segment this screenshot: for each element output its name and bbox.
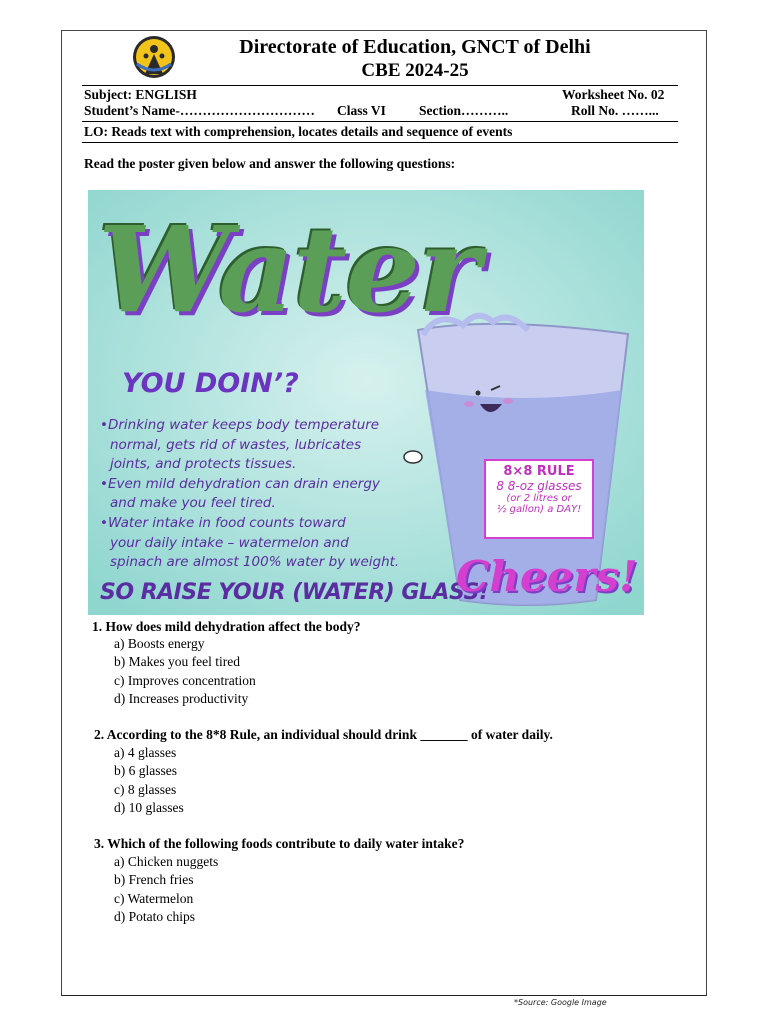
poster-bullet-line: •Drinking water keeps body temperature — [100, 417, 380, 433]
worksheet-number: Worksheet No. 02 — [562, 87, 665, 102]
poster-bullet-line: normal, gets rid of wastes, lubricates — [110, 436, 362, 453]
poster-bullets — [100, 416, 399, 573]
question-1-option-a: a) Boosts energy — [114, 636, 205, 651]
question-1: 1. How does mild dehydration affect the body? — [92, 619, 361, 634]
question-3: 3. Which of the following foods contribute to daily water intake? — [94, 836, 465, 851]
question-2-option-c: c) 8 glasses — [114, 782, 177, 797]
section-field: Section……….. — [419, 103, 509, 118]
roll-number-field: Roll No. ……... — [571, 103, 659, 118]
rule-sign-title: 8×8 RULE — [503, 464, 575, 479]
poster-footer: SO RAISE YOUR (WATER) GLASS! — [100, 580, 489, 605]
question-3-option-d: d) Potato chips — [114, 909, 195, 924]
source-note: *Source: Google Image — [514, 998, 607, 1007]
page-subtitle: CBE 2024-25 — [361, 60, 469, 81]
question-1-option-c: c) Improves concentration — [114, 673, 256, 688]
question-2-option-d: d) 10 glasses — [114, 800, 184, 815]
instruction: Read the poster given below and answer the following questions: — [84, 156, 456, 171]
poster-bullet-line: spinach are almost 100% water by weight. — [110, 554, 400, 571]
question-2: 2. According to the 8*8 Rule, an individual should drink _______ of water daily. — [94, 727, 553, 742]
question-1-option-d: d) Increases productivity — [114, 691, 249, 706]
divider — [82, 85, 678, 86]
question-2-option-b: b) 6 glasses — [114, 763, 177, 778]
poster-bullet-line: •Even mild dehydration can drain energy — [100, 475, 380, 492]
question-2-option-a: a) 4 glasses — [114, 745, 177, 760]
question-1-option-b: b) Makes you feel tired — [114, 654, 240, 669]
rule-sign-line: ½ gallon) a DAY! — [496, 504, 582, 515]
divider — [82, 121, 678, 122]
question-3-option-c: c) Watermelon — [114, 891, 194, 906]
poster-subtitle: YOU DOIN’? — [122, 368, 299, 399]
poster-bullet-line: •Water intake in food counts toward — [100, 514, 346, 531]
poster-bullet-line: joints, and protects tissues. — [110, 456, 297, 473]
rule-sign-line: 8 8-oz glasses — [496, 479, 582, 493]
question-3-option-a: a) Chicken nuggets — [114, 854, 219, 869]
subject-label: Subject: ENGLISH — [84, 87, 197, 102]
doe-logo-icon — [131, 34, 177, 80]
question-3-option-b: b) French fries — [114, 872, 194, 887]
rule-sign-line: (or 2 litres or — [506, 493, 572, 504]
poster-cheers: Cheers! — [456, 552, 638, 601]
water-poster — [88, 190, 644, 615]
student-name-field: Student’s Name-………………………… — [84, 103, 315, 118]
rule-sign-text — [485, 464, 593, 515]
poster-title: Water — [98, 200, 479, 339]
poster-bullet-line: and make you feel tired. — [110, 495, 276, 512]
class-label: Class VI — [337, 103, 386, 118]
learning-outcome: LO: Reads text with comprehension, locates details and sequence of events — [84, 124, 513, 139]
poster-bullet-line: your daily intake – watermelon and — [110, 534, 349, 551]
page-title: Directorate of Education, GNCT of Delhi — [239, 36, 591, 58]
divider — [82, 142, 678, 143]
